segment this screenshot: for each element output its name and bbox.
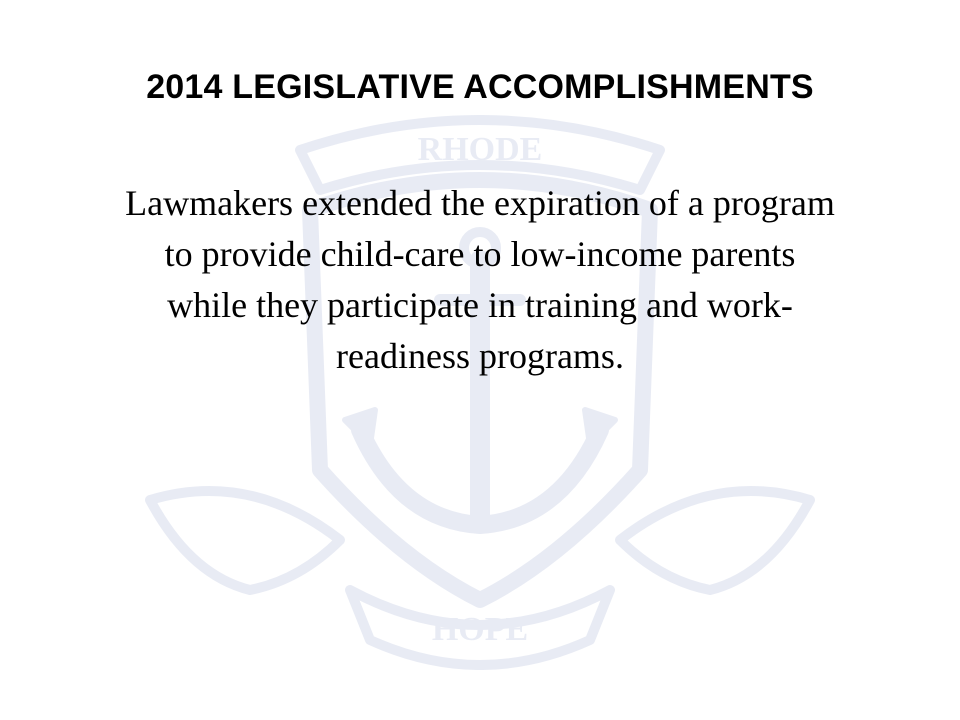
- slide-body: [50, 178, 910, 382]
- watermark-top-text: RHODE: [417, 131, 543, 168]
- body-line: readiness programs.: [336, 336, 624, 376]
- slide-title: 2014 LEGISLATIVE ACCOMPLISHMENTS: [146, 68, 814, 106]
- body-line: to provide child-care to low-income parents: [164, 234, 796, 274]
- body-line: Lawmakers extended the expiration of a program: [125, 183, 835, 223]
- body-line: while they participate in training and work-: [167, 285, 793, 325]
- watermark-bottom-text: HOPE: [431, 611, 529, 648]
